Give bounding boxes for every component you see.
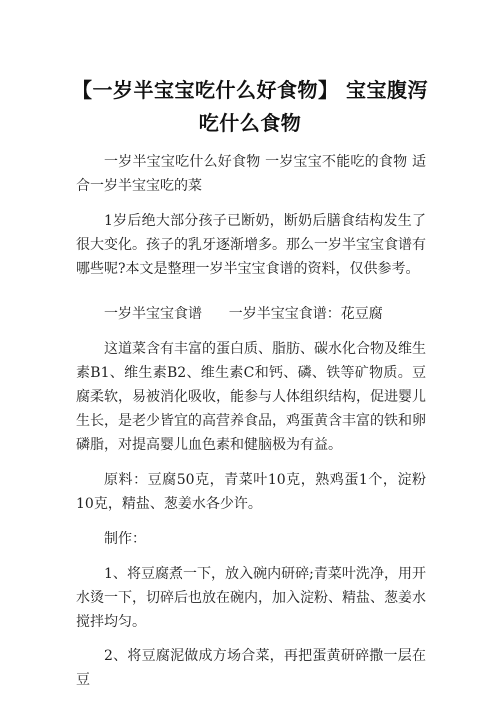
intro-keywords-paragraph: 一岁半宝宝吃什么好食物 一岁宝宝不能吃的食物 适合一岁半宝宝吃的菜: [76, 154, 426, 194]
method-heading: 制作：: [104, 531, 146, 547]
article-title: 【一岁半宝宝吃什么好食物】 宝宝腹泻吃什么食物: [72, 78, 428, 135]
article-body: [76, 150, 426, 702]
nutrition-paragraph: 这道菜含有丰富的蛋白质、脂肪、碳水化合物及维生素B1、维生素B2、维生素C和钙、磷、铁等矿物质。豆腐柔软，易被消化吸收，能参与人体组织结构，促进婴儿生长，是老少皆宜的高营养食品，鸡蛋黄含丰富的铁和卵磷脂，对提高婴儿血色素和健脑极为有益。: [76, 341, 426, 453]
method-step-1: 1、将豆腐煮一下，放入碗内研碎;青菜叶洗净，用开水烫一下，切碎后也放在碗内，加入淀粉、精盐、葱姜水搅拌均匀。: [76, 566, 426, 630]
ingredients-paragraph: 原料：豆腐50克，青菜叶10克，熟鸡蛋1个，淀粉10克，精盐、葱姜水各少许。: [76, 472, 426, 512]
intro-paragraph: 1岁后绝大部分孩子已断奶，断奶后膳食结构发生了很大变化。孩子的乳牙逐渐增多。那么一岁半宝宝食谱有哪些呢?本文是整理一岁半宝宝食谱的资料，仅供参考。: [76, 213, 426, 277]
method-step-2: 2、将豆腐泥做成方场合菜，再把蛋黄研碎撒一层在豆: [76, 648, 426, 688]
recipe-subheading: 一岁半宝宝食谱 一岁半宝宝食谱：花豆腐: [104, 306, 383, 322]
